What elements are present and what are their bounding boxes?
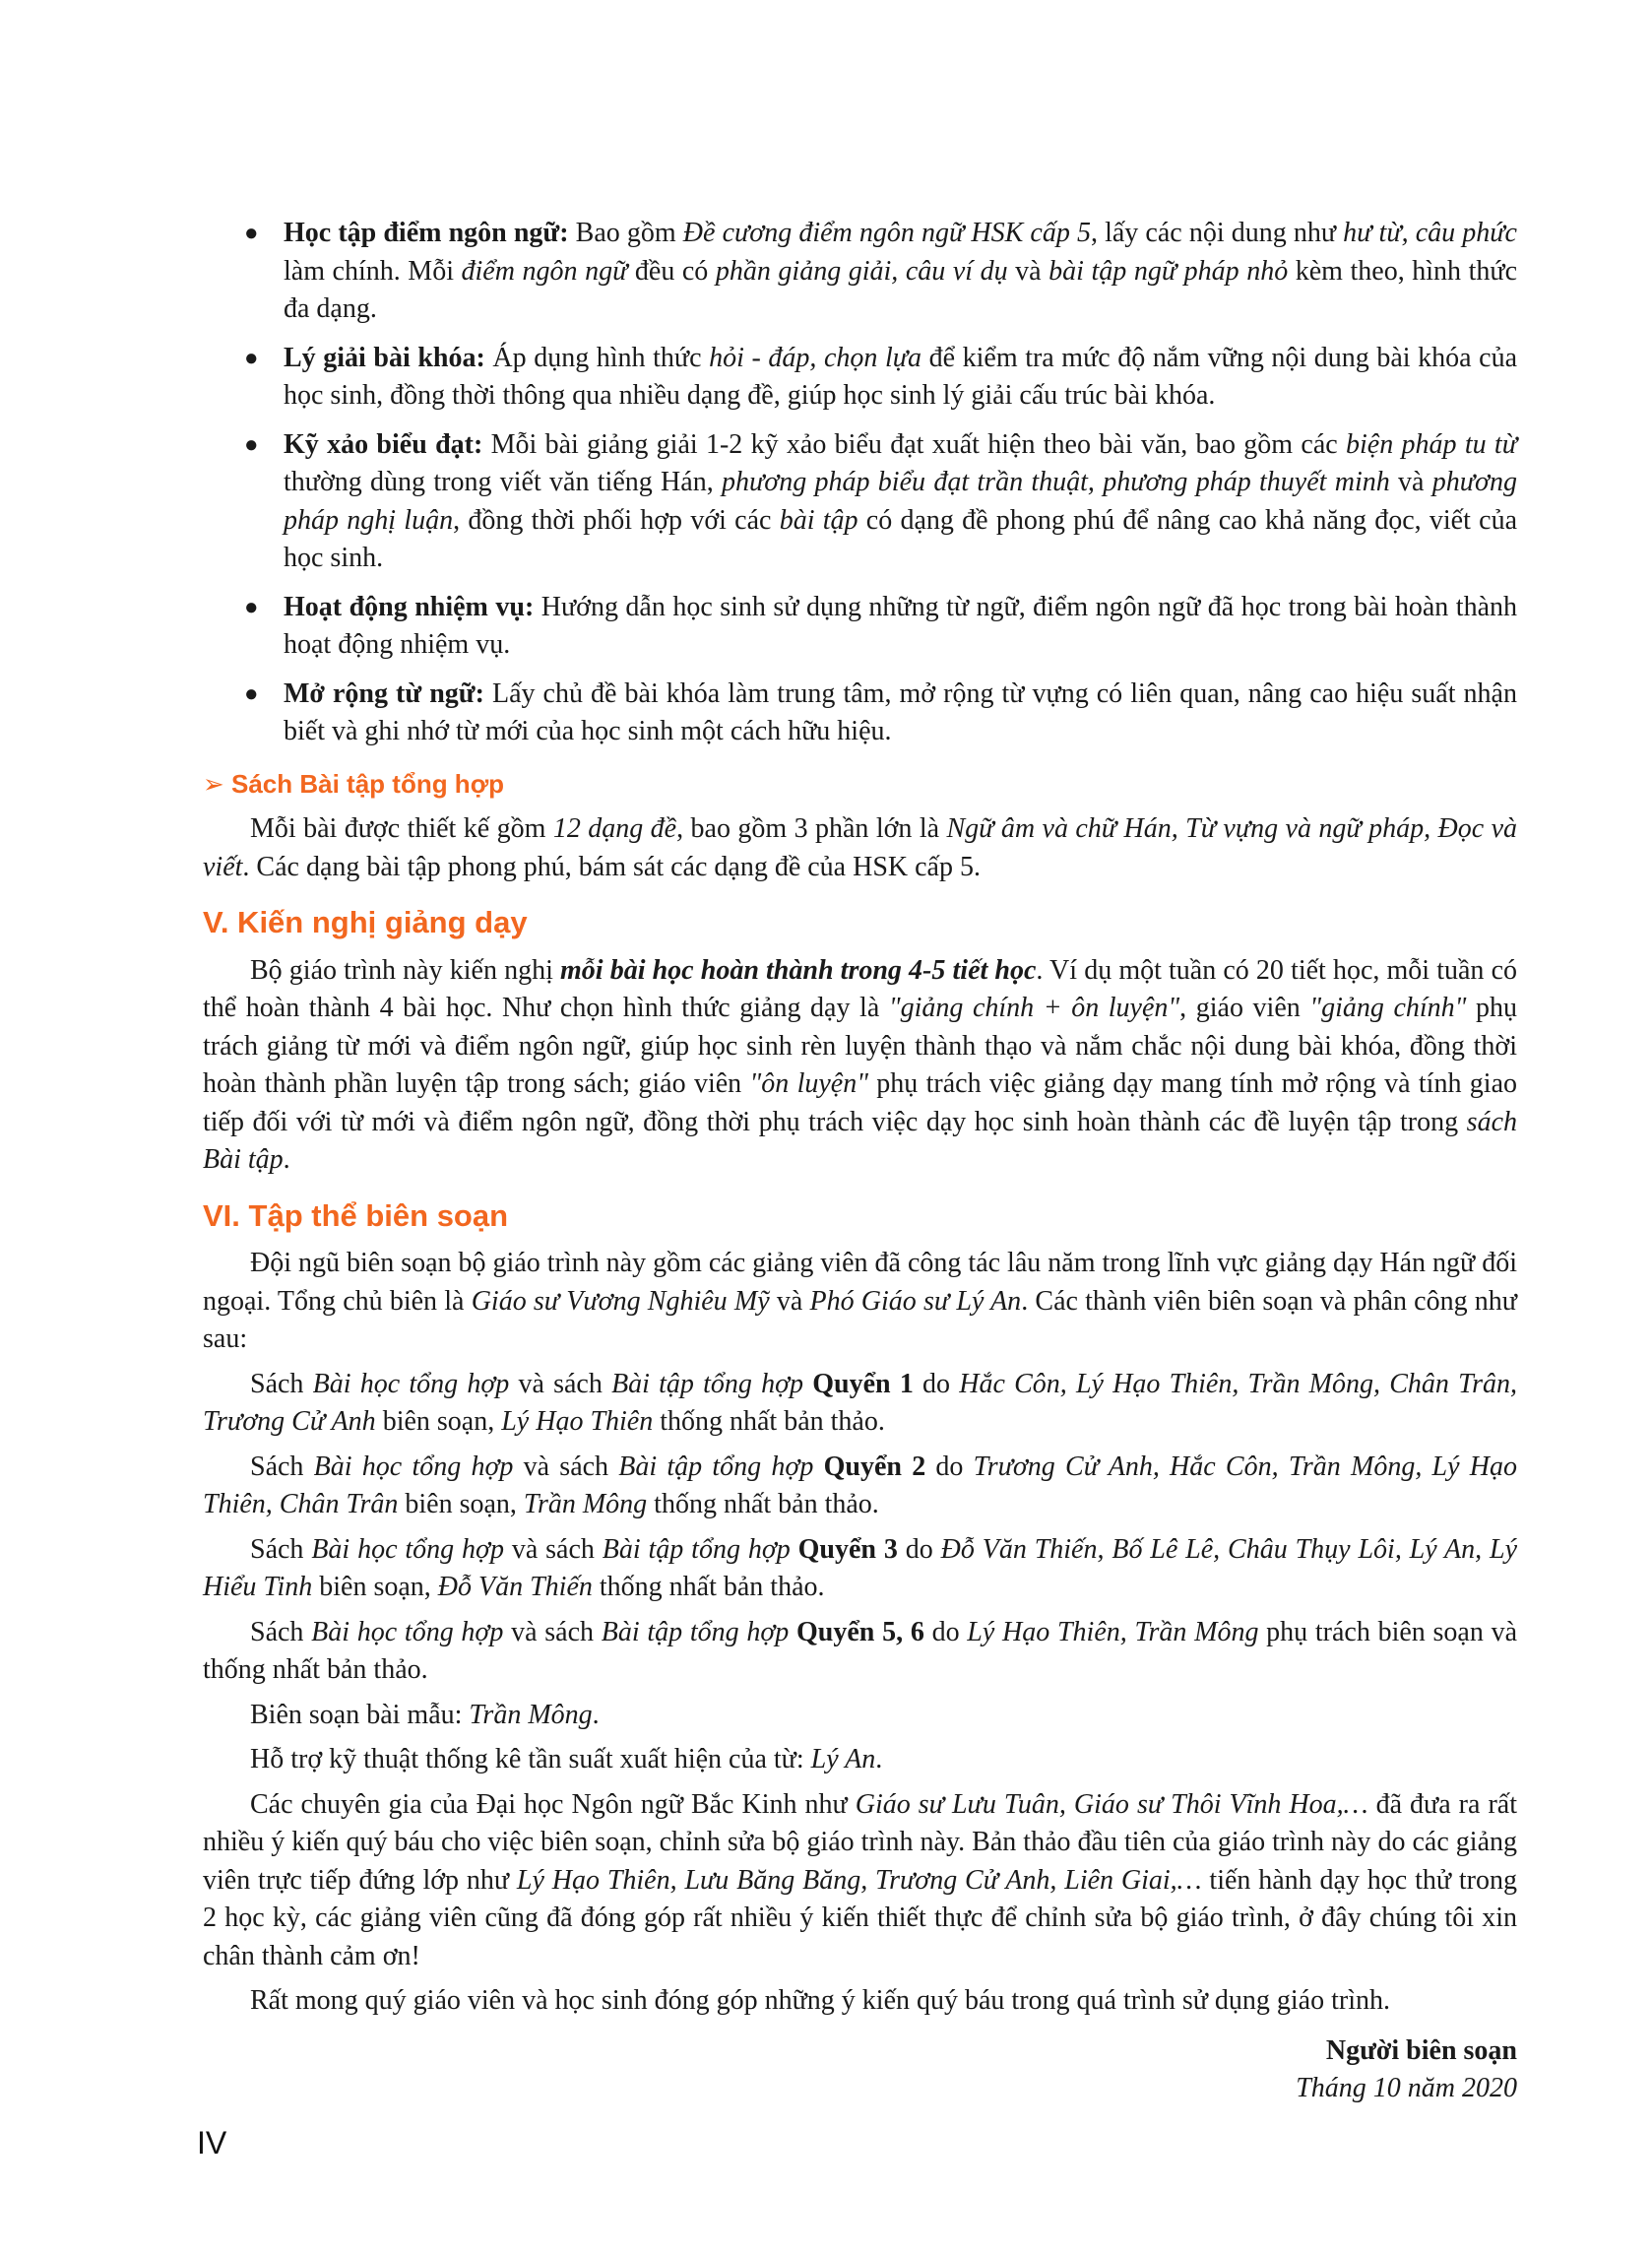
bullet-icon: ●	[244, 680, 259, 707]
item-title: Học tập điểm ngôn ngữ:	[284, 218, 569, 248]
item-title: Mở rộng từ ngữ:	[284, 677, 484, 709]
item-title: Hoạt động nhiệm vụ:	[284, 591, 535, 622]
bullet-icon: ●	[244, 594, 259, 620]
book-credit-paragraph: Sách Bài học tổng hợp và sách Bài tập tổng hợp Quyển 3 do Đỗ Văn Thiến, Bố Lê Lê, Châu Thụy Lôi, Lý An, Lý Hiểu Tinh biên soạn, Đỗ Văn Thiến thống nhất bản thảo.	[203, 1533, 1518, 1602]
book-credit-paragraph: Sách Bài học tổng hợp và sách Bài tập tổng hợp Quyển 5, 6 do Lý Hạo Thiên, Trần Mông phụ trách biên soạn và thống nhất bản thảo.	[203, 1616, 1517, 1685]
list-item: ● Lý giải bài khóa: Áp dụng hình thức hỏi - đáp, chọn lựa để kiểm tra mức độ nắm vững nội dung bài khóa của học sinh, đồng thời thông qua nhiều dạng đề, giúp học sinh lý giải cấu trúc bài khóa.	[203, 340, 1517, 416]
book-credit-paragraph: Sách Bài học tổng hợp và sách Bài tập tổng hợp Quyển 2 do Trương Cử Anh, Hắc Côn, Trần Mông, Lý Hạo Thiên, Chân Trân biên soạn, Trần Mông thống nhất bản thảo.	[203, 1451, 1518, 1519]
workbook-paragraph: Mỗi bài được thiết kế gồm 12 dạng đề, bao gồm 3 phần lớn là Ngữ âm và chữ Hán, Từ vựng và ngữ pháp, Đọc và viết. Các dạng bài tập phong phú, bám sát các dạng đề của HSK cấp 5.	[203, 813, 1517, 882]
bullet-icon: ●	[244, 345, 259, 371]
feature-list	[203, 215, 1517, 751]
signature: Người biên soạn	[1325, 2034, 1517, 2066]
list-item: ● Kỹ xảo biểu đạt: Mỗi bài giảng giải 1-2 kỹ xảo biểu đạt xuất hiện theo bài văn, bao gồm các biện pháp tu từ thường dùng trong viết văn tiếng Hán, phương pháp biểu đạt trần thuật, phương pháp thuyết minh và phương pháp nghị luận, đồng thời phối hợp với các bài tập có dạng đề phong phú để nâng cao khả năng đọc, viết của học sinh.	[203, 426, 1517, 578]
signature-block	[203, 2032, 1517, 2108]
section-6-heading: VI. Tập thể biên soạn	[203, 1197, 509, 1233]
item-title: Kỹ xảo biểu đạt:	[284, 428, 483, 460]
bullet-icon: ●	[244, 221, 259, 246]
section-5-heading: V. Kiến nghị giảng dạy	[203, 905, 528, 939]
page-content	[203, 215, 1517, 2108]
editors-intro-paragraph: Đội ngũ biên soạn bộ giáo trình này gồm các giảng viên đã công tác lâu năm trong lĩnh vực giảng dạy Hán ngữ đối ngoại. Tổng chủ biên là Giáo sư Vương Nghiêu Mỹ và Phó Giáo sư Lý An. Các thành viên biên soạn và phân công như sau:	[203, 1248, 1517, 1354]
closing-paragraph: Rất mong quý giáo viên và học sinh đóng góp những ý kiến quý báu trong quá trình sử dụng giáo trình.	[250, 1985, 1390, 2016]
list-item: ● Hoạt động nhiệm vụ: Hướng dẫn học sinh sử dụng những từ ngữ, điểm ngôn ngữ đã học trong bài hoàn thành hoạt động nhiệm vụ.	[203, 589, 1517, 665]
item-title: Lý giải bài khóa:	[284, 342, 485, 373]
page-number: IV	[197, 2125, 227, 2160]
bullet-icon: ●	[244, 431, 259, 458]
list-item: ● Học tập điểm ngôn ngữ: Bao gồm Đề cương điểm ngôn ngữ HSK cấp 5, lấy các nội dung như hư từ, câu phức làm chính. Mỗi điểm ngôn ngữ đều có phần giảng giải, câu ví dụ và bài tập ngữ pháp nhỏ kèm theo, hình thức đa dạng.	[203, 215, 1517, 329]
technical-support-credit: Hỗ trợ kỹ thuật thống kê tần suất xuất hiện của từ: Lý An.	[250, 1744, 883, 1774]
workbook-heading: ➢ Sách Bài tập tổng hợp	[203, 768, 505, 799]
sample-lesson-credit: Biên soạn bài mẫu: Trần Mông.	[250, 1699, 600, 1730]
teaching-paragraph: Bộ giáo trình này kiến nghị mỗi bài học hoàn thành trong 4-5 tiết học. Ví dụ một tuần có 20 tiết học, mỗi tuần có thể hoàn thành 4 bài học. Như chọn hình thức giảng dạy là "giảng chính + ôn luyện", giáo viên "giảng chính" phụ trách giảng từ mới và điểm ngôn ngữ, giúp học sinh rèn luyện thành thạo và nắm chắc nội dung bài khóa, đồng thời hoàn thành phần luyện tập trong sách; giáo viên "ôn luyện" phụ trách việc giảng dạy mang tính mở rộng và tính giao tiếp đối với từ mới và điểm ngôn ngữ, đồng thời phụ trách việc dạy học sinh hoàn thành các đề luyện tập trong sách Bài tập.	[203, 954, 1517, 1175]
book-credit-paragraph: Sách Bài học tổng hợp và sách Bài tập tổng hợp Quyển 1 do Hắc Côn, Lý Hạo Thiên, Trần Mông, Chân Trân, Trương Cử Anh biên soạn, Lý Hạo Thiên thống nhất bản thảo.	[203, 1368, 1518, 1437]
list-item: ● Mở rộng từ ngữ: Lấy chủ đề bài khóa làm trung tâm, mở rộng từ vựng có liên quan, nâng cao hiệu suất nhận biết và ghi nhớ từ mới của học sinh một cách hữu hiệu.	[203, 676, 1517, 751]
signature-date: Tháng 10 năm 2020	[1296, 2073, 1517, 2103]
acknowledgement-paragraph: Các chuyên gia của Đại học Ngôn ngữ Bắc Kinh như Giáo sư Lưu Tuân, Giáo sư Thôi Vĩnh Hoa,… đã đưa ra rất nhiều ý kiến quý báu cho việc biên soạn, chỉnh sửa bộ giáo trình này. Bản thảo đầu tiên của giáo trình này do các giảng viên trực tiếp đứng lớp như Lý Hạo Thiên, Lưu Băng Băng, Trương Cử Anh, Liên Giai,… tiến hành dạy học thử trong 2 học kỳ, các giảng viên cũng đã đóng góp rất nhiều ý kiến thiết thực để chỉnh sửa bộ giáo trình, ở đây chúng tôi xin chân thành cảm ơn!	[203, 1788, 1517, 1971]
